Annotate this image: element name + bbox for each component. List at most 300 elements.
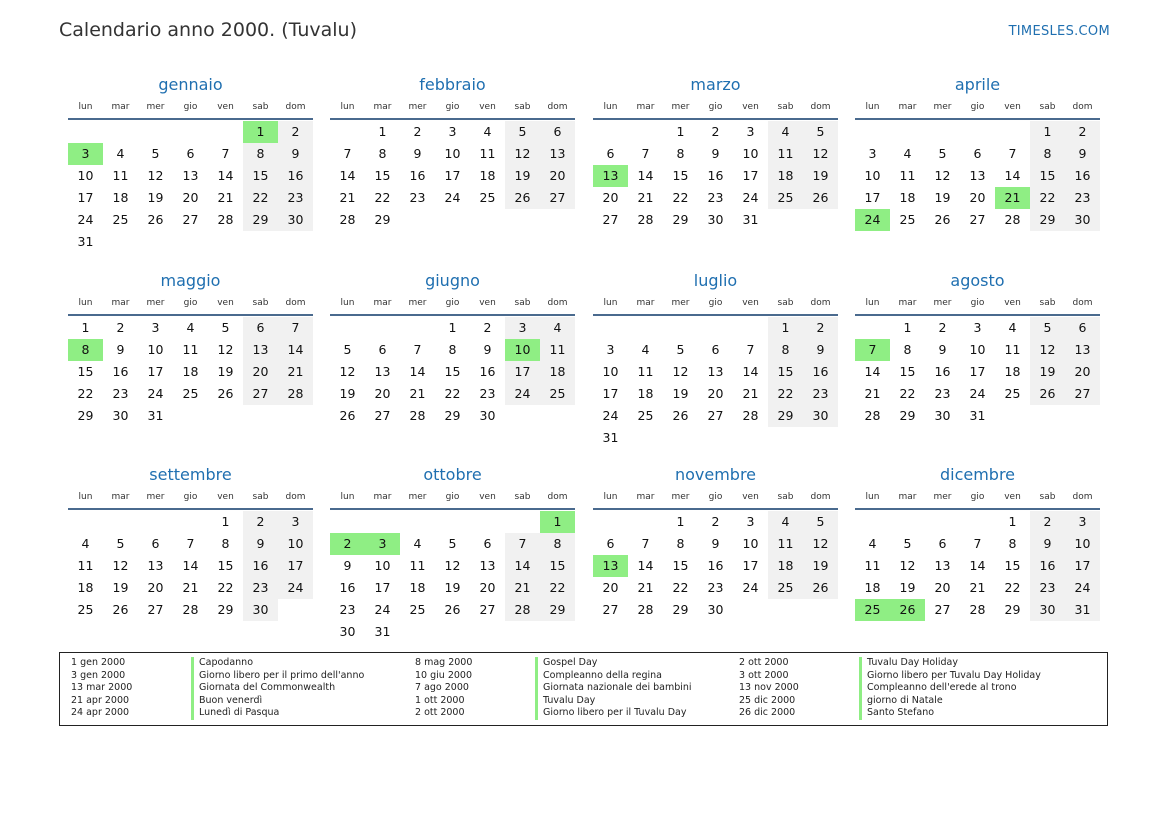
day-cell: 17 <box>742 168 759 183</box>
day-grid <box>855 317 1100 427</box>
day-cell: 12 <box>672 364 689 379</box>
month-title: luglio <box>693 271 738 290</box>
day-cell: 25 <box>637 408 654 423</box>
holiday-day: 24 <box>855 209 890 231</box>
day-cell: 30 <box>1030 599 1065 621</box>
day-cell: 24 <box>742 580 759 595</box>
day-cell: 18 <box>768 165 803 187</box>
day-cell: 26 <box>672 408 689 423</box>
empty-cell <box>593 511 628 533</box>
day-cell: 15 <box>243 165 278 187</box>
day-cell: 6 <box>1065 317 1100 339</box>
day-cell: 13 <box>1065 339 1100 361</box>
weekday-label: dom <box>810 102 831 112</box>
day-cell: 12 <box>147 168 164 183</box>
holiday-row <box>60 695 364 708</box>
day-cell: 15 <box>444 364 461 379</box>
month-title: agosto <box>950 271 1005 290</box>
day-cell: 8 <box>676 146 685 161</box>
day-cell: 1 <box>903 320 912 335</box>
day-cell: 3 <box>868 146 877 161</box>
day-cell: 2 <box>116 320 125 335</box>
day-cell: 10 <box>278 533 313 555</box>
day-cell: 4 <box>483 124 492 139</box>
day-cell: 18 <box>77 580 94 595</box>
day-cell: 28 <box>1004 212 1021 227</box>
day-cell: 17 <box>444 168 461 183</box>
day-grid <box>68 317 313 427</box>
holiday-date: 3 ott 2000 <box>739 669 789 681</box>
day-cell: 22 <box>672 190 689 205</box>
day-cell: 19 <box>899 580 916 595</box>
empty-cell <box>365 511 400 533</box>
day-cell: 23 <box>1065 187 1100 209</box>
day-cell: 5 <box>676 342 685 357</box>
day-cell: 2 <box>711 124 720 139</box>
day-cell: 8 <box>768 339 803 361</box>
day-cell: 31 <box>77 234 94 249</box>
weekday-header <box>68 98 313 120</box>
day-cell: 24 <box>444 190 461 205</box>
day-cell: 11 <box>637 364 654 379</box>
day-cell: 16 <box>707 168 724 183</box>
day-cell: 7 <box>278 317 313 339</box>
empty-cell <box>995 121 1030 143</box>
day-cell: 24 <box>278 577 313 599</box>
weekday-label: mer <box>671 102 690 112</box>
day-cell: 18 <box>540 361 575 383</box>
holiday-row <box>60 670 364 683</box>
day-cell: 7 <box>505 533 540 555</box>
weekday-label: ven <box>479 298 496 308</box>
day-cell: 22 <box>540 577 575 599</box>
day-cell: 20 <box>479 580 496 595</box>
day-cell: 31 <box>742 212 759 227</box>
day-cell: 13 <box>147 558 164 573</box>
holiday-date: 13 nov 2000 <box>739 682 799 694</box>
day-cell: 11 <box>182 342 199 357</box>
day-cell: 3 <box>278 511 313 533</box>
holiday-row <box>60 657 364 670</box>
holiday-name: Giorno libero per il primo dell'anno <box>191 670 364 683</box>
holiday-day: 13 <box>593 165 628 187</box>
day-cell: 22 <box>768 383 803 405</box>
day-cell: 14 <box>864 364 881 379</box>
empty-cell <box>208 121 243 143</box>
empty-cell <box>330 121 365 143</box>
day-cell: 15 <box>540 555 575 577</box>
holiday-day: 25 <box>855 599 890 621</box>
day-cell: 18 <box>899 190 916 205</box>
day-cell: 15 <box>374 168 391 183</box>
day-cell: 1 <box>1008 514 1017 529</box>
day-cell: 2 <box>1030 511 1065 533</box>
holiday-row <box>728 682 1041 695</box>
day-cell: 5 <box>1030 317 1065 339</box>
weekday-label: mar <box>898 492 917 502</box>
weekday-label: ven <box>217 492 234 502</box>
weekday-label: dom <box>285 492 306 502</box>
day-cell: 22 <box>77 386 94 401</box>
day-cell: 6 <box>938 536 947 551</box>
weekday-label: gio <box>970 492 985 502</box>
day-cell: 5 <box>151 146 160 161</box>
weekday-header <box>68 488 313 510</box>
day-cell: 16 <box>409 168 426 183</box>
weekday-label: ven <box>1004 492 1021 502</box>
day-cell: 27 <box>707 408 724 423</box>
day-cell: 29 <box>1004 602 1021 617</box>
day-cell: 10 <box>602 364 619 379</box>
day-cell: 24 <box>147 386 164 401</box>
day-cell: 24 <box>77 212 94 227</box>
holiday-column <box>728 657 1041 720</box>
weekday-header <box>593 488 838 510</box>
day-cell: 21 <box>339 190 356 205</box>
day-cell: 29 <box>540 599 575 621</box>
day-cell: 9 <box>116 342 125 357</box>
day-cell: 11 <box>864 558 881 573</box>
weekday-label: lun <box>865 102 880 112</box>
holiday-date: 25 dic 2000 <box>739 694 796 706</box>
day-cell: 4 <box>641 342 650 357</box>
weekday-label: dom <box>810 492 831 502</box>
day-cell: 12 <box>899 558 916 573</box>
day-cell: 16 <box>1030 555 1065 577</box>
empty-cell <box>173 121 208 143</box>
day-cell: 22 <box>243 187 278 209</box>
day-grid <box>330 121 575 231</box>
month-ottobre <box>330 462 575 643</box>
day-cell: 4 <box>186 320 195 335</box>
weekday-label: mer <box>146 492 165 502</box>
day-cell: 19 <box>934 190 951 205</box>
day-cell: 23 <box>112 386 129 401</box>
day-cell: 30 <box>339 624 356 639</box>
empty-cell <box>435 511 470 533</box>
day-cell: 5 <box>221 320 230 335</box>
holiday-name: Lunedì di Pasqua <box>191 707 279 720</box>
day-cell: 17 <box>147 364 164 379</box>
day-cell: 22 <box>374 190 391 205</box>
month-title: maggio <box>160 271 221 290</box>
day-cell: 28 <box>864 408 881 423</box>
day-cell: 25 <box>409 602 426 617</box>
day-cell: 13 <box>969 168 986 183</box>
day-cell: 25 <box>768 577 803 599</box>
day-cell: 20 <box>707 386 724 401</box>
day-cell: 23 <box>339 602 356 617</box>
day-grid <box>855 511 1100 621</box>
month-title: febbraio <box>419 75 486 94</box>
weekday-label: mer <box>146 102 165 112</box>
day-cell: 20 <box>969 190 986 205</box>
day-cell: 10 <box>444 146 461 161</box>
day-cell: 31 <box>1065 599 1100 621</box>
day-cell: 4 <box>903 146 912 161</box>
day-cell: 11 <box>77 558 94 573</box>
holiday-name: Buon venerdì <box>191 695 262 708</box>
day-cell: 23 <box>479 386 496 401</box>
weekday-label: gio <box>445 492 460 502</box>
day-cell: 4 <box>116 146 125 161</box>
day-cell: 29 <box>243 209 278 231</box>
empty-cell <box>628 121 663 143</box>
day-cell: 15 <box>768 361 803 383</box>
day-cell: 21 <box>742 386 759 401</box>
day-cell: 19 <box>803 555 838 577</box>
day-cell: 10 <box>374 558 391 573</box>
day-cell: 21 <box>217 190 234 205</box>
holiday-name: Gospel Day <box>535 657 597 670</box>
day-cell: 26 <box>1030 383 1065 405</box>
day-cell: 27 <box>969 212 986 227</box>
day-cell: 11 <box>899 168 916 183</box>
weekday-label: mer <box>933 102 952 112</box>
empty-cell <box>628 317 663 339</box>
day-cell: 10 <box>864 168 881 183</box>
day-cell: 1 <box>221 514 230 529</box>
holiday-day: 7 <box>855 339 890 361</box>
brand-link[interactable]: TIMESLES.COM <box>1008 24 1110 39</box>
weekday-label: gio <box>445 298 460 308</box>
weekday-label: mer <box>671 298 690 308</box>
day-cell: 15 <box>77 364 94 379</box>
day-cell: 7 <box>746 342 755 357</box>
empty-cell <box>890 121 925 143</box>
day-cell: 6 <box>973 146 982 161</box>
day-cell: 30 <box>278 209 313 231</box>
day-cell: 21 <box>864 386 881 401</box>
day-cell: 2 <box>243 511 278 533</box>
day-cell: 27 <box>540 187 575 209</box>
holiday-column <box>60 657 364 720</box>
day-cell: 29 <box>768 405 803 427</box>
empty-cell <box>925 121 960 143</box>
day-cell: 22 <box>217 580 234 595</box>
holiday-date: 13 mar 2000 <box>71 682 133 694</box>
day-cell: 11 <box>768 143 803 165</box>
weekday-label: mar <box>111 492 130 502</box>
day-cell: 18 <box>864 580 881 595</box>
day-cell: 28 <box>637 602 654 617</box>
day-cell: 23 <box>707 190 724 205</box>
day-cell: 2 <box>803 317 838 339</box>
day-cell: 15 <box>1030 165 1065 187</box>
day-cell: 2 <box>711 514 720 529</box>
holiday-name: Compleanno della regina <box>535 670 662 683</box>
empty-cell <box>330 511 365 533</box>
empty-cell <box>733 317 768 339</box>
weekday-label: dom <box>547 102 568 112</box>
day-cell: 21 <box>969 580 986 595</box>
day-cell: 10 <box>1065 533 1100 555</box>
day-cell: 24 <box>505 383 540 405</box>
day-cell: 17 <box>1065 555 1100 577</box>
weekday-label: dom <box>1072 298 1093 308</box>
day-cell: 20 <box>934 580 951 595</box>
day-cell: 29 <box>672 602 689 617</box>
day-cell: 21 <box>505 577 540 599</box>
holiday-day: 1 <box>540 511 575 533</box>
day-cell: 15 <box>672 168 689 183</box>
day-cell: 26 <box>147 212 164 227</box>
month-maggio <box>68 268 313 427</box>
day-cell: 30 <box>707 602 724 617</box>
day-cell: 13 <box>243 339 278 361</box>
day-cell: 31 <box>969 408 986 423</box>
day-cell: 26 <box>444 602 461 617</box>
day-cell: 30 <box>707 212 724 227</box>
weekday-label: lun <box>865 298 880 308</box>
day-grid <box>330 317 575 427</box>
day-cell: 5 <box>448 536 457 551</box>
day-cell: 27 <box>602 212 619 227</box>
day-cell: 29 <box>899 408 916 423</box>
day-cell: 31 <box>602 430 619 445</box>
day-cell: 15 <box>672 558 689 573</box>
day-cell: 12 <box>934 168 951 183</box>
weekday-label: mer <box>933 298 952 308</box>
holiday-day: 2 <box>330 533 365 555</box>
day-cell: 28 <box>505 599 540 621</box>
weekday-label: mar <box>636 102 655 112</box>
day-cell: 19 <box>339 386 356 401</box>
weekday-label: mar <box>898 298 917 308</box>
month-settembre <box>68 462 313 621</box>
day-cell: 15 <box>217 558 234 573</box>
day-cell: 7 <box>1008 146 1017 161</box>
empty-cell <box>173 511 208 533</box>
day-cell: 10 <box>742 146 759 161</box>
day-cell: 29 <box>444 408 461 423</box>
weekday-label: dom <box>285 102 306 112</box>
day-cell: 12 <box>112 558 129 573</box>
weekday-label: mar <box>373 102 392 112</box>
holiday-name: Giornata del Commonwealth <box>191 682 335 695</box>
day-cell: 6 <box>711 342 720 357</box>
day-cell: 5 <box>505 121 540 143</box>
day-cell: 26 <box>339 408 356 423</box>
day-cell: 18 <box>479 168 496 183</box>
weekday-label: lun <box>340 102 355 112</box>
day-cell: 9 <box>343 558 352 573</box>
holiday-row <box>404 682 692 695</box>
day-cell: 6 <box>186 146 195 161</box>
weekday-label: sab <box>1039 492 1056 502</box>
day-cell: 23 <box>409 190 426 205</box>
weekday-label: lun <box>78 298 93 308</box>
weekday-label: mar <box>898 102 917 112</box>
day-cell: 13 <box>934 558 951 573</box>
day-cell: 30 <box>243 599 278 621</box>
day-cell: 20 <box>182 190 199 205</box>
holiday-name: Capodanno <box>191 657 253 670</box>
day-cell: 9 <box>1030 533 1065 555</box>
day-cell: 24 <box>1065 577 1100 599</box>
day-cell: 28 <box>278 383 313 405</box>
day-cell: 28 <box>217 212 234 227</box>
month-title: novembre <box>674 465 757 484</box>
day-cell: 20 <box>602 190 619 205</box>
day-cell: 16 <box>339 580 356 595</box>
day-cell: 3 <box>151 320 160 335</box>
day-cell: 9 <box>938 342 947 357</box>
day-grid <box>593 317 838 449</box>
day-cell: 25 <box>77 602 94 617</box>
day-cell: 23 <box>278 187 313 209</box>
day-cell: 16 <box>803 361 838 383</box>
weekday-label: sab <box>252 298 269 308</box>
day-cell: 3 <box>505 317 540 339</box>
day-cell: 27 <box>479 602 496 617</box>
empty-cell <box>663 317 698 339</box>
day-cell: 23 <box>1030 577 1065 599</box>
day-cell: 27 <box>182 212 199 227</box>
holiday-name: Tuvalu Day <box>535 695 595 708</box>
weekday-label: gio <box>445 102 460 112</box>
holiday-name: Giorno libero per il Tuvalu Day <box>535 707 686 720</box>
holiday-date: 8 mag 2000 <box>415 657 473 668</box>
weekday-label: gio <box>708 492 723 502</box>
day-cell: 13 <box>182 168 199 183</box>
day-cell: 22 <box>444 386 461 401</box>
day-cell: 17 <box>374 580 391 595</box>
day-cell: 11 <box>1004 342 1021 357</box>
holiday-row <box>404 707 692 720</box>
day-cell: 23 <box>243 577 278 599</box>
day-cell: 26 <box>803 187 838 209</box>
weekday-label: ven <box>742 102 759 112</box>
day-cell: 6 <box>606 146 615 161</box>
weekday-label: gio <box>183 102 198 112</box>
weekday-header <box>330 294 575 316</box>
weekday-label: mer <box>408 102 427 112</box>
day-cell: 14 <box>969 558 986 573</box>
holiday-row <box>60 707 364 720</box>
day-cell: 14 <box>742 364 759 379</box>
day-cell: 9 <box>803 339 838 361</box>
day-cell: 14 <box>339 168 356 183</box>
weekday-label: ven <box>1004 102 1021 112</box>
day-cell: 13 <box>540 143 575 165</box>
day-cell: 26 <box>934 212 951 227</box>
day-cell: 11 <box>540 339 575 361</box>
empty-cell <box>855 511 890 533</box>
day-cell: 14 <box>637 168 654 183</box>
day-cell: 27 <box>602 602 619 617</box>
day-cell: 4 <box>413 536 422 551</box>
day-cell: 26 <box>803 577 838 599</box>
day-cell: 28 <box>339 212 356 227</box>
holiday-day: 26 <box>890 599 925 621</box>
weekday-label: lun <box>340 492 355 502</box>
weekday-label: sab <box>1039 102 1056 112</box>
empty-cell <box>68 511 103 533</box>
weekday-label: sab <box>252 492 269 502</box>
weekday-label: dom <box>1072 102 1093 112</box>
day-grid <box>68 121 313 253</box>
weekday-label: mar <box>373 492 392 502</box>
day-cell: 17 <box>602 386 619 401</box>
empty-cell <box>505 511 540 533</box>
day-cell: 7 <box>973 536 982 551</box>
day-cell: 5 <box>803 511 838 533</box>
weekday-label: lun <box>603 102 618 112</box>
day-cell: 10 <box>77 168 94 183</box>
day-cell: 30 <box>934 408 951 423</box>
month-title: ottobre <box>423 465 482 484</box>
